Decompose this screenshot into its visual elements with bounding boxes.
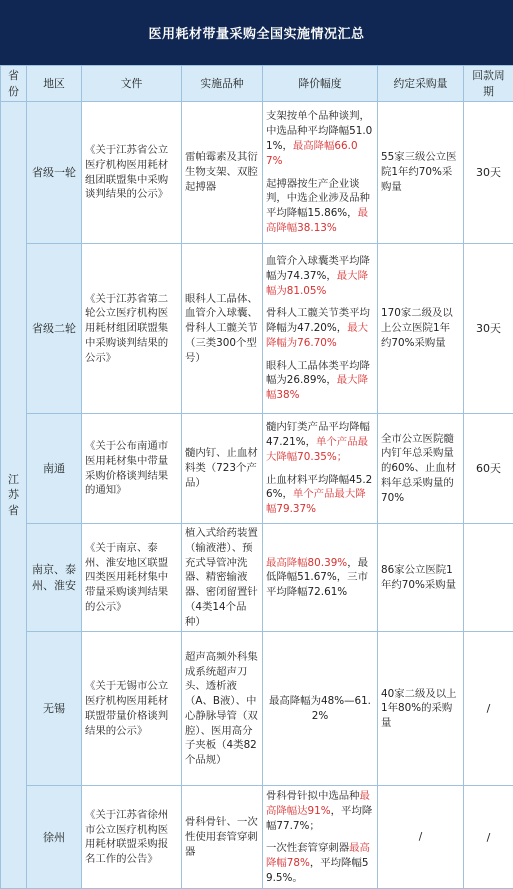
header-row (1, 66, 513, 102)
payment-cycle-cell: 30天 (464, 102, 513, 244)
region-cell: 南京、泰州、淮安 (27, 524, 82, 632)
price-cut-highlight: 最高降幅达91% (266, 790, 370, 817)
region-cell: 南通 (27, 414, 82, 524)
items-cell: 眼科人工晶体、血管介入球囊、骨科人工髋关节（三类300个型号） (182, 244, 263, 414)
items-cell: 植入式给药装置（输液港）、预充式导管冲洗器、精密输液器、密闭留置针（4类14个品种） (182, 524, 263, 632)
price-cut-cell (263, 414, 378, 524)
price-cut-cell (263, 102, 378, 244)
price-cut-text: 止血材料平均降幅45.26%， (266, 474, 372, 501)
document-cell: 《关于南京、泰州、淮安地区联盟四类医用耗材集中带量采购谈判结果的公示》 (82, 524, 182, 632)
items-cell: 雷帕霉素及其衍生物支架、双腔起搏器 (182, 102, 263, 244)
price-cut-cell (263, 244, 378, 414)
price-cut-highlight: 最高降幅38.13% (266, 207, 368, 234)
region-cell: 徐州 (27, 786, 82, 889)
region-cell: 省级一轮 (27, 102, 82, 244)
volume-cell: 40家二级及以上1年80%的采购量 (378, 632, 464, 786)
document-cell: 《关于江苏省徐州市公立医疗机构医用耗材联盟采购报名工作的公告》 (82, 786, 182, 889)
page-title: 医用耗材带量采购全国实施情况汇总 (0, 0, 513, 65)
document-cell: 《关于无锡市公立医疗机构医用耗材联盟带量价格谈判结果的公示》 (82, 632, 182, 786)
price-cut-highlight: 最高降幅78% (266, 842, 370, 869)
region-cell: 无锡 (27, 632, 82, 786)
table-row (1, 102, 513, 244)
table-row (1, 414, 513, 524)
price-cut-text: 一次性套管穿刺器 (266, 842, 349, 854)
payment-cycle-cell: 30天 (464, 244, 513, 414)
document-cell: 《关于江苏省第二轮公立医疗机构医用耗材组团联盟集中采购谈判结果的公示》 (82, 244, 182, 414)
price-cut-text: 最高降幅为48%—61.2% (269, 695, 371, 722)
items-cell: 超声高频外科集成系统超声刀头、透析液（A、B液）、中心静脉导管（双腔）、医用高分子夹板（4类82个品规） (182, 632, 263, 786)
table-row (1, 244, 513, 414)
price-cut-highlight: 最大降幅为81.05% (266, 270, 368, 297)
price-cut-text: 支架按单个品种谈判，中选品种平均降幅51.01%， (266, 110, 372, 152)
price-cut-text: ，平均降幅59.5%。 (266, 857, 368, 884)
items-cell: 髓内钉、止血材料类（723个产品） (182, 414, 263, 524)
price-cut-text: ，平均降幅77.7%； (266, 805, 372, 832)
price-cut-text: 眼科人工晶体类平均降幅为26.89%， (266, 360, 370, 387)
volume-cell: / (378, 786, 464, 889)
payment-cycle-cell: / (464, 632, 513, 786)
price-cut-text: 骨科人工髋关节类平均降幅为47.20%， (266, 307, 370, 334)
price-cut-cell (263, 632, 378, 786)
table-row (1, 524, 513, 632)
header-province: 省份 (1, 66, 27, 102)
document-cell: 《关于公布南通市医用耗材集中带量采购价格谈判结果的通知》 (82, 414, 182, 524)
header-region: 地区 (27, 66, 82, 102)
volume-cell: 170家二级及以上公立医院1年约70%采购量 (378, 244, 464, 414)
price-cut-text: 骨科骨针拟中选品种 (266, 790, 360, 802)
volume-cell: 86家公立医院1年约70%采购量 (378, 524, 464, 632)
region-cell: 省级二轮 (27, 244, 82, 414)
price-cut-text: 起搏器按生产企业谈判，中选企业涉及品种平均降幅15.86%， (266, 178, 370, 220)
price-cut-highlight: 最大降幅38% (266, 374, 368, 401)
payment-cycle-cell: 60天 (464, 414, 513, 524)
volume-cell: 55家三级公立医院1年约70%采购量 (378, 102, 464, 244)
document-cell: 《关于江苏省公立医疗机构医用耗材组团联盟集中采购谈判结果的公示》 (82, 102, 182, 244)
header-price-cut: 降价幅度 (263, 66, 378, 102)
price-cut-text: ，最低降幅51.67%，三市平均降幅72.61% (266, 557, 368, 599)
price-cut-cell (263, 786, 378, 889)
province-cell: 江苏省 (1, 102, 27, 889)
header-payment-cycle: 回款周期 (464, 66, 513, 102)
volume-cell: 全市公立医院髓内钉年总采购量的60%、止血材料年总采购量的70% (378, 414, 464, 524)
price-cut-highlight: 单个产品最大降幅79.37% (266, 488, 366, 515)
header-document: 文件 (82, 66, 182, 102)
price-cut-highlight: 最大降幅为76.70% (266, 322, 368, 349)
header-volume: 约定采购量 (378, 66, 464, 102)
table-row (1, 786, 513, 889)
price-cut-highlight: 最高降幅80.39% (266, 557, 347, 569)
price-cut-highlight: 最高降幅66.07% (266, 140, 358, 167)
price-cut-cell (263, 524, 378, 632)
price-cut-text: 髓内钉类产品平均降幅47.21%， (266, 421, 370, 448)
procurement-table (0, 65, 513, 889)
table-row (1, 632, 513, 786)
items-cell: 骨科骨针、一次性使用套管穿刺器 (182, 786, 263, 889)
payment-cycle-cell (464, 524, 513, 632)
price-cut-text: 血管介入球囊类平均降幅为74.37%， (266, 255, 370, 282)
price-cut-highlight: 单个产品最大降幅70.35%； (266, 436, 368, 463)
payment-cycle-cell: / (464, 786, 513, 889)
header-items: 实施品种 (182, 66, 263, 102)
